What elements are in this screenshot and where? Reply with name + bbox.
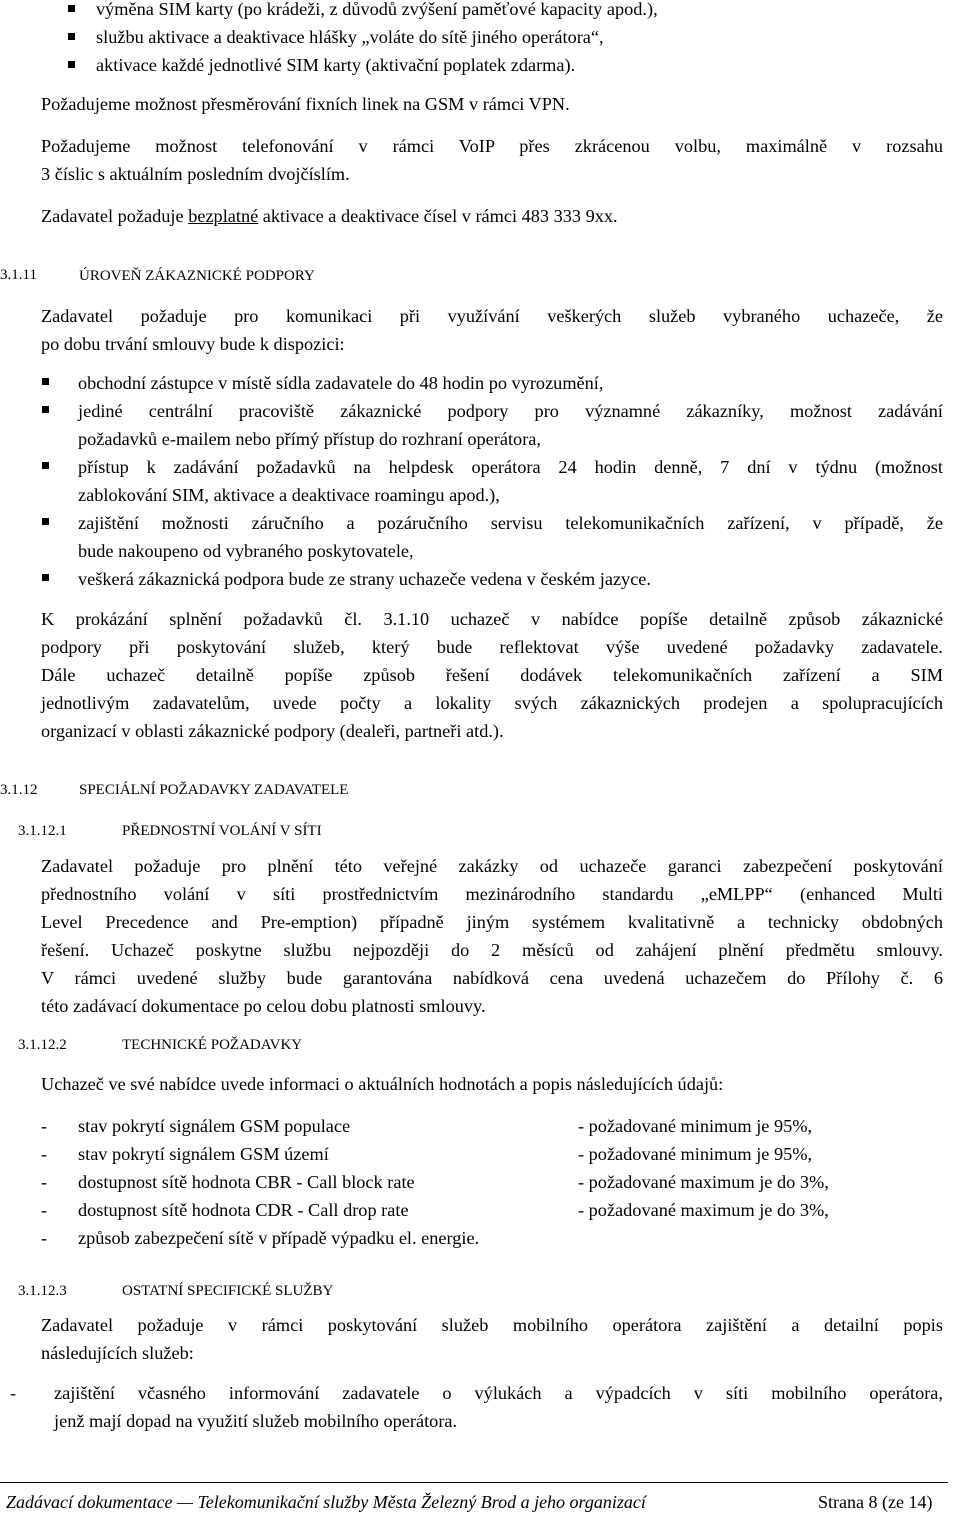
paragraph-free-activation — [41, 202, 618, 230]
footer-page-number: Strana 8 (ze 14) — [818, 1492, 933, 1512]
footer-divider — [0, 1482, 948, 1483]
closing-line-4: jednotlivým zadavatelům, uvede počty a lokality svých zákaznických prodejen a spolupracujících — [41, 693, 943, 713]
support-bullet-4-line-1: zajištění možnosti záručního a pozáručního servisu telekomunikačních zařízení, v případě, že — [78, 513, 943, 533]
priority-line-1: Zadavatel požaduje pro plnění této veřejné zakázky od uchazeče garanci zabezpečení poskytování — [41, 856, 943, 876]
closing-line-2: podpory při poskytování služeb, který bude reflektovat výše uvedené požadavky zadavatele. — [41, 637, 943, 657]
support-bullet-5: veškerá zákaznická podpora bude ze strany uchazeče vedena v českém jazyce. — [78, 569, 651, 589]
tech-item-1-left: stav pokrytí signálem GSM populace — [78, 1116, 351, 1136]
priority-line-3: Level Precedence and Pre-emption) případně jiným systémem kvalitativně a technicky obdobných — [41, 912, 943, 932]
top-bullet-2: službu aktivace a deaktivace hlášky „voláte do sítě jiného operátora“, — [96, 27, 604, 47]
other-item-line-1: zajištění včasného informování zadavatele o výlukách a výpadcích v síti mobilního operátora, — [54, 1383, 943, 1403]
paragraph-vpn: Požadujeme možnost přesměrování fixních linek na GSM v rámci VPN. — [41, 94, 570, 114]
support-bullet-3-line-2: zablokování SIM, aktivace a deaktivace roamingu apod.), — [78, 485, 500, 505]
top-bullet-3: aktivace každé jednotlivé SIM karty (aktivační poplatek zdarma). — [96, 55, 576, 75]
support-bullet-2-line-1: jediné centrální pracoviště zákaznické podpory pro významné zákazníky, možnost zadávání — [78, 401, 943, 421]
section-3-1-12-2-number: 3.1.12.2 — [18, 1037, 67, 1053]
priority-line-6: této zadávací dokumentace po celou dobu platnosti smlouvy. — [41, 996, 486, 1016]
free-text-after: aktivace a deaktivace čísel v rámci 483 333 9xx. — [258, 206, 618, 226]
tech-item-3-left: dostupnost sítě hodnota CBR - Call block rate — [78, 1172, 415, 1192]
priority-line-4: řešení. Uchazeč poskytne službu nejpozději do 2 měsíců od zahájení plnění předmětu smlouvy. — [41, 940, 943, 960]
dash-icon: - — [10, 1383, 17, 1403]
section-3-1-12-1-title: PŘEDNOSTNÍ VOLÁNÍ V SÍTI — [122, 823, 322, 839]
tech-item-2-left: stav pokrytí signálem GSM území — [78, 1144, 329, 1164]
support-bullet-1: obchodní zástupce v místě sídla zadavatele do 48 hodin po vyrozumění, — [78, 373, 604, 393]
section-3-1-12-number: 3.1.12 — [0, 782, 38, 798]
section-3-1-11-intro-2: po dobu trvání smlouvy bude k dispozici: — [41, 334, 345, 354]
section-3-1-12-title: SPECIÁLNÍ POŽADAVKY ZADAVATELE — [79, 782, 349, 798]
priority-line-2: přednostního volání v síti prostřednictvím mezinárodního standardu „eMLPP“ (enhanced Multi — [41, 884, 943, 904]
bullet-icon — [42, 518, 49, 525]
paragraph-voip-line-2: 3 číslic s aktuálním posledním dvojčíslím. — [41, 164, 350, 184]
priority-line-5: V rámci uvedené služby bude garantována nabídková cena uvedená uchazečem do Přílohy č. 6 — [41, 968, 943, 988]
technical-intro: Uchazeč ve své nabídce uvede informaci o aktuálních hodnotách a popis následujících údajů: — [41, 1074, 724, 1094]
bullet-icon — [42, 406, 49, 413]
bullet-icon — [68, 33, 75, 40]
dash-icon: - — [41, 1144, 48, 1164]
tech-item-3-right: - požadované maximum je do 3%, — [578, 1172, 829, 1192]
bullet-icon — [68, 5, 75, 12]
support-bullet-3-line-1: přístup k zadávání požadavků na helpdesk operátora 24 hodin denně, 7 dní v týdnu (možnost — [78, 457, 943, 477]
bullet-icon — [42, 574, 49, 581]
other-services-line-1: Zadavatel požaduje v rámci poskytování služeb mobilního operátora zajištění a detailní popis — [41, 1315, 943, 1335]
support-bullet-2-line-2: požadavků e-mailem nebo přímý přístup do rozhraní operátora, — [78, 429, 541, 449]
bullet-icon — [42, 378, 49, 385]
tech-item-5-left: způsob zabezpečení sítě v případě výpadku el. energie. — [78, 1228, 480, 1248]
paragraph-voip-line-1: Požadujeme možnost telefonování v rámci VoIP přes zkrácenou volbu, maximálně v rozsahu — [41, 136, 943, 156]
closing-line-1: K prokázání splnění požadavků čl. 3.1.10 uchazeč v nabídce popíše detailně způsob zákaznické — [41, 609, 943, 629]
dash-icon: - — [41, 1200, 48, 1220]
section-3-1-12-2-title: TECHNICKÉ POŽADAVKY — [122, 1037, 303, 1053]
support-bullet-4-line-2: bude nakoupeno od vybraného poskytovatele, — [78, 541, 414, 561]
section-3-1-12-1-number: 3.1.12.1 — [18, 823, 67, 839]
section-3-1-11-number: 3.1.11 — [0, 267, 37, 283]
section-3-1-11-intro-1: Zadavatel požaduje pro komunikaci při využívání veškerých služeb vybraného uchazeče, že — [41, 306, 943, 326]
bullet-icon — [68, 61, 75, 68]
dash-icon: - — [41, 1116, 48, 1136]
dash-icon: - — [41, 1228, 48, 1248]
top-bullet-1: výměna SIM karty (po krádeži, z důvodů zvýšení paměťové kapacity apod.), — [96, 0, 658, 19]
closing-line-5: organizací v oblasti zákaznické podpory (dealeři, partneři atd.). — [41, 721, 504, 741]
free-text-before: Zadavatel požaduje — [41, 206, 189, 226]
dash-icon: - — [41, 1172, 48, 1192]
free-text-underlined: bezplatné — [188, 206, 259, 226]
section-3-1-11-title: ÚROVEŇ ZÁKAZNICKÉ PODPORY — [79, 268, 315, 284]
tech-item-1-right: - požadované minimum je 95%, — [578, 1116, 813, 1136]
closing-line-3: Dále uchazeč detailně popíše způsob řešení dodávek telekomunikačních zařízení a SIM — [41, 665, 943, 685]
tech-item-4-right: - požadované maximum je do 3%, — [578, 1200, 829, 1220]
other-item-line-2: jenž mají dopad na využití služeb mobilního operátora. — [54, 1411, 458, 1431]
bullet-icon — [42, 462, 49, 469]
section-3-1-12-3-title: OSTATNÍ SPECIFICKÉ SLUŽBY — [122, 1283, 334, 1299]
footer-document-title: Zadávací dokumentace — Telekomunikační služby Města Železný Brod a jeho organizací — [6, 1492, 646, 1512]
other-services-line-2: následujících služeb: — [41, 1343, 194, 1363]
tech-item-4-left: dostupnost sítě hodnota CDR - Call drop rate — [78, 1200, 409, 1220]
section-3-1-12-3-number: 3.1.12.3 — [18, 1283, 67, 1299]
tech-item-2-right: - požadované minimum je 95%, — [578, 1144, 813, 1164]
